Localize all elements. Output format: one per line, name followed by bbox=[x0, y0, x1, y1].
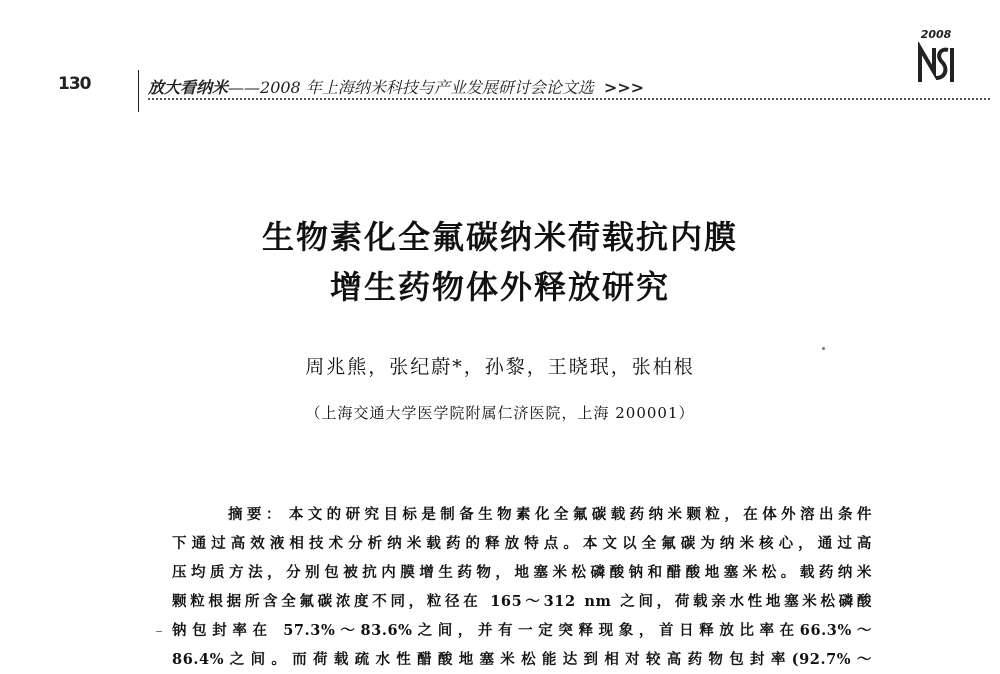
title-line-1: 生物素化全氟碳纳米荷载抗内膜 bbox=[261, 218, 738, 256]
paper-title bbox=[0, 212, 1000, 312]
logo-year: 2008 bbox=[920, 28, 952, 41]
affiliation: （上海交通大学医学院附属仁济医院，上海 200001） bbox=[305, 404, 695, 422]
abstract-line: 下通过高效液相技术分析纳米载药的释放特点。本文以全氟碳为纳米核心，通过高 bbox=[172, 535, 872, 552]
journal-subtitle: ——2008 年上海纳米科技与产业发展研讨会论文选 bbox=[228, 78, 594, 97]
abstract-label: 摘要： bbox=[228, 506, 285, 523]
journal-title-main: 放大看纳米 bbox=[148, 78, 229, 97]
abstract-line-text: 本文的研究目标是制备生物素化全氟碳载药纳米颗粒，在体外溶出条件 bbox=[288, 506, 872, 523]
abstract-line: 压均质方法，分别包被抗内膜增生药物，地塞米松磷酸钠和醋酸地塞米松。载药纳米 bbox=[172, 564, 872, 581]
journal-title bbox=[148, 75, 644, 98]
abstract-line: 钠包封率在 57.3%～83.6%之间，并有一定突释现象，首日释放比率在66.3%～ bbox=[172, 622, 872, 639]
abstract-line: 86.4%之间。而荷载疏水性醋酸地塞米松能达到相对较高药物包封率(92.7%～ bbox=[172, 651, 872, 668]
nsi-logo-icon bbox=[914, 42, 958, 86]
header-divider bbox=[138, 70, 139, 112]
scan-speck bbox=[822, 347, 825, 350]
abstract-line bbox=[172, 500, 872, 529]
header-rule bbox=[148, 98, 990, 100]
abstract-line: 颗粒根据所含全氟碳浓度不同，粒径在 165～312 nm 之间，荷载亲水性地塞米松磷酸 bbox=[172, 593, 872, 610]
author-list: 周兆熊，张纪蔚*，孙黎，王晓珉，张柏根 bbox=[305, 356, 695, 378]
running-header bbox=[58, 70, 990, 104]
nsi-logo bbox=[908, 28, 964, 88]
page-number: 130 bbox=[58, 74, 91, 94]
title-line-2: 增生药物体外释放研究 bbox=[329, 268, 670, 306]
header-arrows: >>> bbox=[603, 78, 645, 97]
abstract bbox=[172, 500, 872, 674]
scan-mark bbox=[156, 631, 162, 632]
